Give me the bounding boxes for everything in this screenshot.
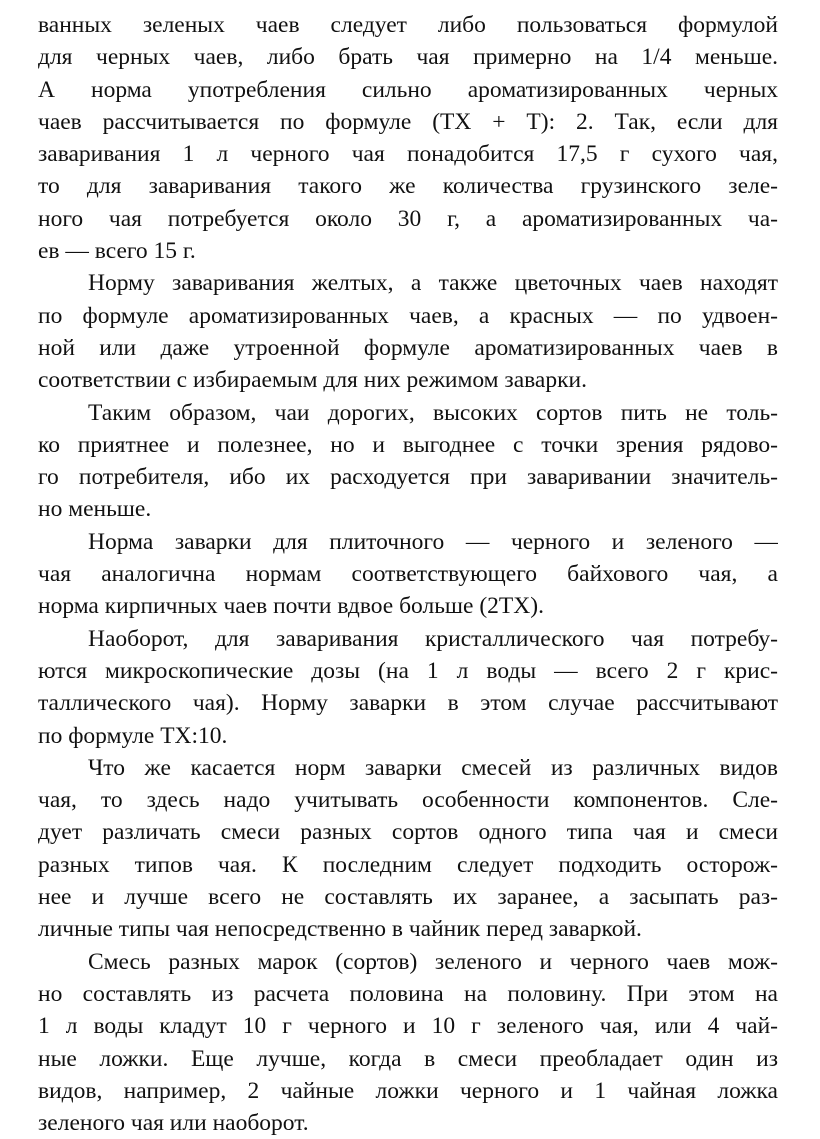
- text-line: ной или даже утроенной формуле ароматизированных чаев в: [38, 334, 778, 361]
- text-line: чаев рассчитывается по формуле (ТХ + Т): 2. Так, если для: [38, 108, 778, 135]
- text-line: чая, то здесь надо учитывать особенности компонентов. Сле-: [38, 787, 778, 814]
- text-line: ются микроскопические дозы (на 1 л воды — всего 2 г крис-: [38, 657, 778, 684]
- text-line: го потребителя, ибо их расходуется при заваривании значитель-: [38, 464, 778, 491]
- text-line: 1 л воды кладут 10 г черного и 10 г зеленого чая, или 4 чай-: [38, 1013, 778, 1040]
- paragraph-first-line: Норма заварки для плиточного — черного и зеленого —: [88, 528, 778, 555]
- document-page: [38, 9, 778, 1139]
- text-line: норма кирпичных чаев почти вдвое больше (2ТХ).: [38, 593, 544, 620]
- text-line: ные ложки. Еще лучше, когда в смеси преобладает один из: [38, 1045, 778, 1072]
- text-line: но составлять из расчета половина на половину. При этом на: [38, 980, 778, 1007]
- paragraph-first-line: Норму заваривания желтых, а также цветочных чаев находят: [88, 270, 778, 297]
- paragraph-first-line: Таким образом, чаи дорогих, высоких сортов пить не толь-: [88, 399, 778, 426]
- paragraph-first-line: Что же касается норм заварки смесей из различных видов: [88, 754, 778, 781]
- text-line: ев — всего 15 г.: [38, 238, 196, 265]
- text-line: по формуле ТХ:10.: [38, 722, 228, 749]
- text-line: личные типы чая непосредственно в чайник перед заваркой.: [38, 916, 642, 943]
- text-line: А норма употребления сильно ароматизированных черных: [38, 76, 778, 103]
- text-line: по формуле ароматизированных чаев, а красных — по удвоен-: [38, 302, 778, 329]
- text-line: для черных чаев, либо брать чая примерно на 1/4 меньше.: [38, 44, 778, 71]
- text-line: заваривания 1 л черного чая понадобится 17,5 г сухого чая,: [38, 141, 778, 168]
- text-line: ванных зеленых чаев следует либо пользоваться формулой: [38, 12, 778, 38]
- text-line: таллического чая). Норму заварки в этом случае рассчитывают: [38, 690, 778, 717]
- text-line: то для заваривания такого же количества грузинского зеле-: [38, 173, 778, 200]
- text-line: чая аналогична нормам соответствующего байхового чая, а: [38, 561, 778, 588]
- paragraph-first-line: Смесь разных марок (сортов) зеленого и черного чаев мож-: [88, 948, 778, 975]
- text-line: видов, например, 2 чайные ложки черного и 1 чайная ложка: [38, 1077, 778, 1104]
- paragraph-first-line: Наоборот, для заваривания кристаллического чая потребу-: [88, 625, 778, 652]
- text-line: соответствии с избираемым для них режимом заварки.: [38, 367, 587, 394]
- text-line: зеленого чая или наоборот.: [38, 1110, 309, 1137]
- text-line: ко приятнее и полезнее, но и выгоднее с точки зрения рядово-: [38, 431, 778, 458]
- text-line: дует различать смеси разных сортов одного типа чая и смеси: [38, 819, 778, 846]
- text-line: разных типов чая. К последним следует подходить осторож-: [38, 851, 778, 878]
- text-line: нее и лучше всего не составлять их заранее, а засыпать раз-: [38, 884, 778, 911]
- text-line: ного чая потребуется около 30 г, а ароматизированных ча-: [38, 205, 778, 232]
- text-line: но меньше.: [38, 496, 152, 523]
